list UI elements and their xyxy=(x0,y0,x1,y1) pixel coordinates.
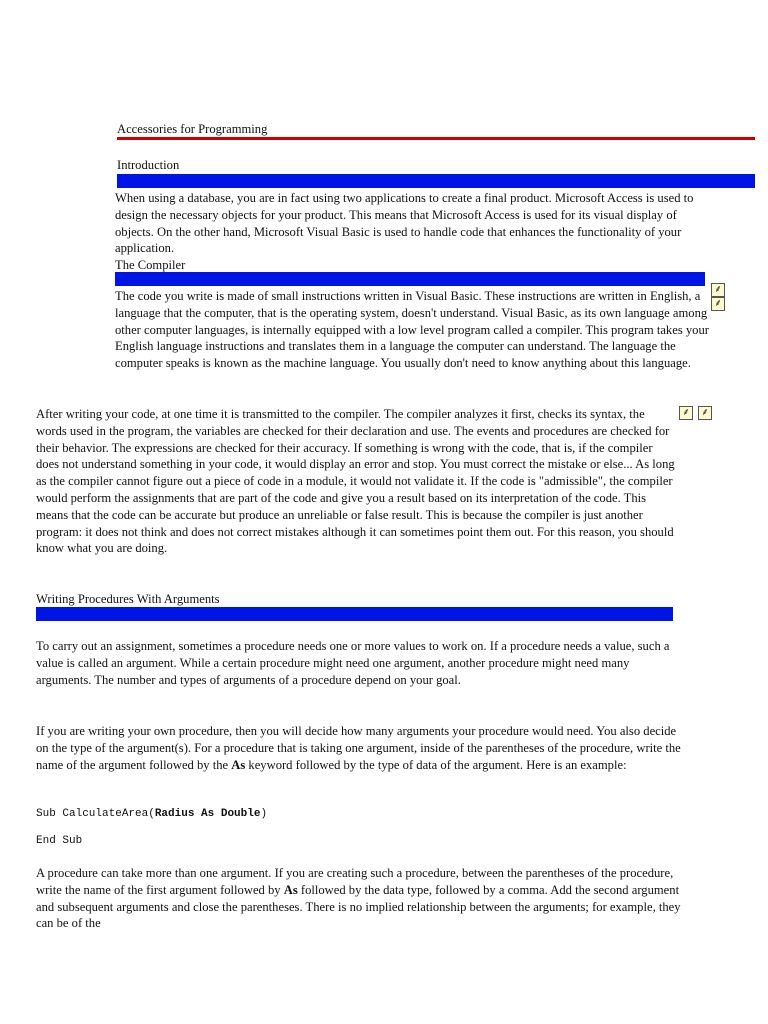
paragraph-arguments-1: To carry out an assignment, sometimes a procedure needs one or more values to work on. If a procedure needs a value, such a value is called an argument. While a certain procedure might need one argument, another procedure might need many arguments. The number and types of arguments of a procedure depend on your goal. xyxy=(36,639,670,687)
code-line-sub xyxy=(36,806,267,823)
paragraph-arguments-3 xyxy=(36,865,686,932)
paragraph-compiler-1: The code you write is made of small instructions written in Visual Basic. These instructions are written in English, a language that the computer, that is the operating system, doesn't understand. Visual Basic, as its own language among other computer languages, is internally equipped with a low level program called a compiler. This program takes your English language instructions and translates them in a language the computer can understand. The language the computer speaks is known as the machine language. You usually don't need to know anything about this language. xyxy=(115,289,709,371)
title-rule-divider xyxy=(117,137,755,140)
code-argument: Radius As Double xyxy=(154,808,261,820)
code-text: Sub CalculateArea( xyxy=(36,808,155,820)
section-bar-introduction xyxy=(117,174,755,188)
keyword-as: As xyxy=(231,757,246,772)
page-title: Accessories for Programming xyxy=(117,122,268,136)
paragraph-text: followed by the data type, followed by a comma. Add the second argument and subsequent arguments and close the parentheses. There is no implied relationship between the arguments; for example, they can be of the xyxy=(36,882,681,931)
section-heading-arguments: Writing Procedures With Arguments xyxy=(36,592,220,606)
section-bar-compiler xyxy=(115,272,705,286)
paragraph-arguments-2 xyxy=(36,723,686,773)
section-heading-compiler: The Compiler xyxy=(115,258,186,272)
document-link-icon[interactable]: ⸙ xyxy=(711,297,725,311)
paragraph-text: If you are writing your own procedure, then you will decide how many arguments your procedure would need. You also decide on the type of the argument(s). For a procedure that is taking one argument, inside of the parentheses of the procedure, write the name of the argument followed by the xyxy=(36,724,681,772)
document-link-icon[interactable]: ⸙ xyxy=(698,406,712,420)
document-link-icon[interactable]: ⸙ xyxy=(679,406,693,420)
paragraph-text: A procedure can take more than one argument. If you are creating such a procedure, between the parentheses of the procedure, write the name of the first argument followed by xyxy=(36,866,674,897)
code-line-end-sub: End Sub xyxy=(36,835,83,847)
paragraph-introduction: When using a database, you are in fact using two applications to create a final product. Microsoft Access is used to design the necessary objects for your product. This means that Microsoft Access is used for its visual display of objects. On the other hand, Microsoft Visual Basic is used to handle code that enhances the functionality of your application. xyxy=(115,191,694,256)
paragraph-text: keyword followed by the type of data of the argument. Here is an example: xyxy=(245,757,627,772)
paragraph-compiler-2: After writing your code, at one time it is transmitted to the compiler. The compiler analyzes it first, checks its syntax, the words used in the program, the variables are checked for their declaration and use. The events and procedures are checked for their behavior. The expressions are checked for their accuracy. If something is wrong with the code, that is, if the compiler does not understand something in your code, it would display an error and stop. You must correct the mistake or else... As long as the compiler cannot figure out a piece of code in a module, it would not validate it. If the code is "admissible", the compiler would perform the assignments that are part of the code and give you a result based on its interpretation of the code. This means that the code can be accurate but produce an unreliable or false result. This is because the compiler is just another program: it does not think and does not correct mistakes although it can sometimes point them out. For this reason, you should know what you are doing. xyxy=(36,407,675,556)
keyword-as: As xyxy=(283,882,298,897)
section-heading-introduction: Introduction xyxy=(117,158,180,172)
code-text: ) xyxy=(260,808,268,820)
document-link-icon[interactable]: ⸙ xyxy=(711,283,725,297)
section-bar-arguments xyxy=(36,607,673,621)
